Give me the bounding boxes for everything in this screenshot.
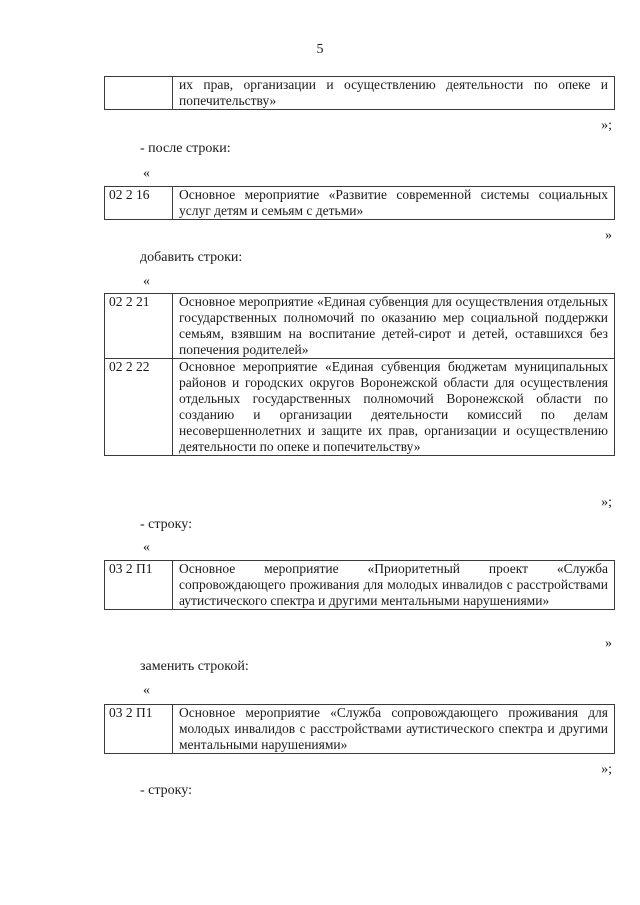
table-continuation	[104, 76, 615, 110]
description-cell: их прав, организации и осуществлению деятельности по опеке и попечительству»	[179, 77, 608, 108]
code-cell: 03 2 П1	[105, 705, 173, 753]
closing-quote: »	[605, 636, 612, 651]
table-row	[105, 187, 614, 219]
code-cell: 03 2 П1	[105, 561, 173, 609]
instruction-text: - строку:	[140, 783, 192, 798]
closing-quote: »	[605, 228, 612, 243]
closing-quote: »;	[601, 495, 612, 510]
table-row	[105, 77, 614, 109]
code-cell: 02 2 21	[105, 294, 173, 358]
description-cell: Основное мероприятие «Единая субвенция для осуществления отдельных государственных полномочий по оказанию мер социальной поддержки семьям, взявшим на воспитание детей-сирот и детей, оставшихся без попечения родителей»	[179, 294, 608, 357]
description-cell: Основное мероприятие «Приоритетный проект «Служба сопровождающего проживания для молодых инвалидов с расстройствами аутистического спектра и другими ментальными нарушениями»	[179, 561, 608, 608]
instruction-text: - после строки:	[140, 141, 231, 156]
instruction-text: заменить строкой:	[140, 659, 249, 674]
table-row	[105, 705, 614, 753]
closing-quote: »;	[601, 762, 612, 777]
code-cell	[105, 77, 173, 109]
table-02-2-21-22	[104, 293, 615, 456]
code-cell: 02 2 16	[105, 187, 173, 219]
instruction-text: - строку:	[140, 517, 192, 532]
table-row	[105, 294, 614, 358]
table-row	[105, 561, 614, 609]
opening-quote: «	[143, 540, 150, 555]
code-cell: 02 2 22	[105, 359, 173, 455]
description-cell: Основное мероприятие «Служба сопровождающего проживания для молодых инвалидов с расстройствами аутистического спектра и другими ментальными нарушениями»	[179, 705, 608, 752]
page-number: 5	[316, 42, 324, 57]
description-cell: Основное мероприятие «Развитие современной системы социальных услуг детям и семьям с детьми»	[179, 187, 608, 218]
table-02-2-16	[104, 186, 615, 220]
description-cell: Основное мероприятие «Единая субвенция бюджетам муниципальных районов и городских округов Воронежской области для осуществления отдельных государственных полномочий Воронежской области по созданию и организации деятельности комиссий по делам несовершеннолетних и защите их прав, организации и осуществлению деятельности по опеке и попечительству»	[179, 359, 608, 454]
table-03-2-p1-new	[104, 704, 615, 754]
table-row	[105, 358, 614, 455]
opening-quote: «	[143, 274, 150, 289]
opening-quote: «	[143, 683, 150, 698]
opening-quote: «	[143, 166, 150, 181]
instruction-text: добавить строки:	[140, 250, 243, 265]
closing-quote: »;	[601, 118, 612, 133]
table-03-2-p1-old	[104, 560, 615, 610]
